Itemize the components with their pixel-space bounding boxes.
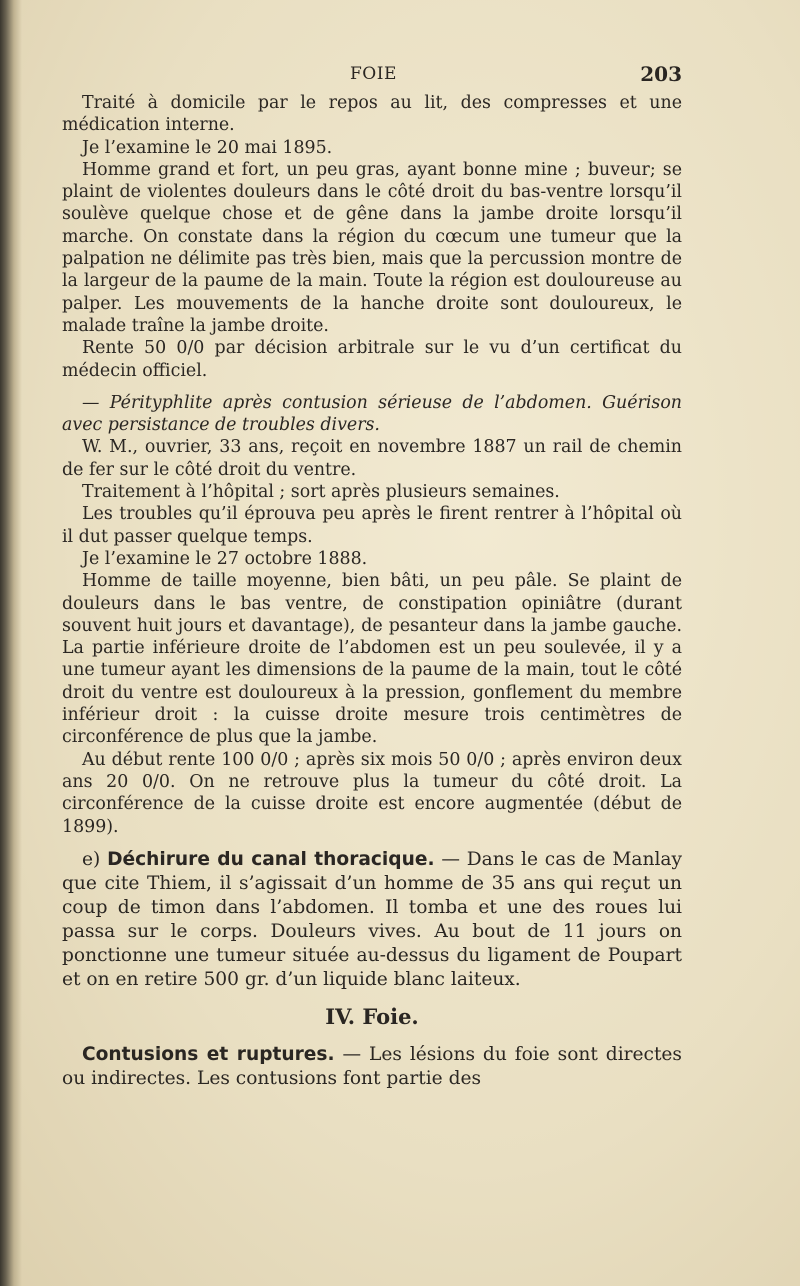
section-e-body: — Dans le cas de Manlay que cite Thiem, il s’agissait d’un homme de 35 ans qui reçut un coup de timon dans l’abdomen. Il tomba et une des roues lui passa sur le corps. Douleurs vives. Au bout de 11 jours on ponctionne une tumeur située au-dessus du ligament de Poupart et on en retire 500 gr. d’un liquide blanc laiteux. [62,848,682,991]
header-title: FOIE [350,64,397,84]
chapter-heading: IV. Foie. [325,1004,419,1030]
paragraph: Homme de taille moyenne, bien bâti, un peu pâle. Se plaint de douleurs dans le bas ventre, de constipation opiniâtre (durant souvent huit jours et davantage), de pesanteur dans la jambe gauche. La partie inférieure droite de l’abdomen est un peu soulevée, il y a une tumeur ayant les dimensions de la paume de la main, tout le côté droit du ventre est douloureux à la pression, gonflement du membre inférieur droit : la cuisse droite mesure trois centimètres de circonférence de plus que la jambe. [62,571,682,748]
paragraph: Je l’examine le 27 octobre 1888. [82,548,368,569]
final-paragraph-body: — Les lésions du foie sont directes ou indirectes. Les contusions font partie des [62,1043,682,1089]
final-paragraph [62,1043,682,1091]
section-e-label: e) [82,848,108,870]
paragraph: W. M., ouvrier, 33 ans, reçoit en novembre 1887 un rail de chemin de fer sur le côté droit du ventre. [62,437,682,480]
paragraph: Homme grand et fort, un peu gras, ayant bonne mine ; buveur; se plaint de violentes douleurs dans le côté droit du bas-ventre lorsqu’il soulève quelque chose et de gêne dans la jambe droite lorsqu’il marche. On constate dans la région du cœcum une tumeur que la palpation ne délimite pas très bien, mais que la percussion montre de la largeur de la paume de la main. Toute la région est douloureuse au palper. Les mouvements de la hanche droite sont douloureux, le malade traîne la jambe droite. [62,159,682,336]
spacer [62,382,682,392]
section-e-title: Déchirure du canal thoracique. [107,848,435,870]
book-page [62,58,682,1091]
paragraph: Traité à domicile par le repos au lit, des compresses et une médication interne. [62,93,682,136]
page-number: 203 [640,62,682,86]
paragraph: Traitement à l’hôpital ; sort après plusieurs semaines. [82,482,560,503]
paragraph: Rente 50 0/0 par décision arbitrale sur le vu d’un certificat du médecin officiel. [62,338,682,381]
case-title: — Pérityphlite après contusion sérieuse de l’abdomen. Guérison avec persistance de troubles divers. [62,392,682,436]
running-header [62,58,682,92]
paragraph: Je l’examine le 20 mai 1895. [82,137,333,158]
paragraph: Les troubles qu’il éprouva peu après le firent rentrer à l’hôpital où il dut passer quelque temps. [62,504,682,547]
book-binding-edge [0,0,22,1286]
spacer [62,838,682,848]
paragraph: Au début rente 100 0/0 ; après six mois 50 0/0 ; après environ deux ans 20 0/0. On ne retrouve plus la tumeur du côté droit. La circonférence de la cuisse droite est encore augmentée (début de 1899). [62,749,682,837]
body-text [62,92,682,1091]
section-e-paragraph [62,848,682,993]
final-paragraph-title: Contusions et ruptures. [82,1043,335,1065]
